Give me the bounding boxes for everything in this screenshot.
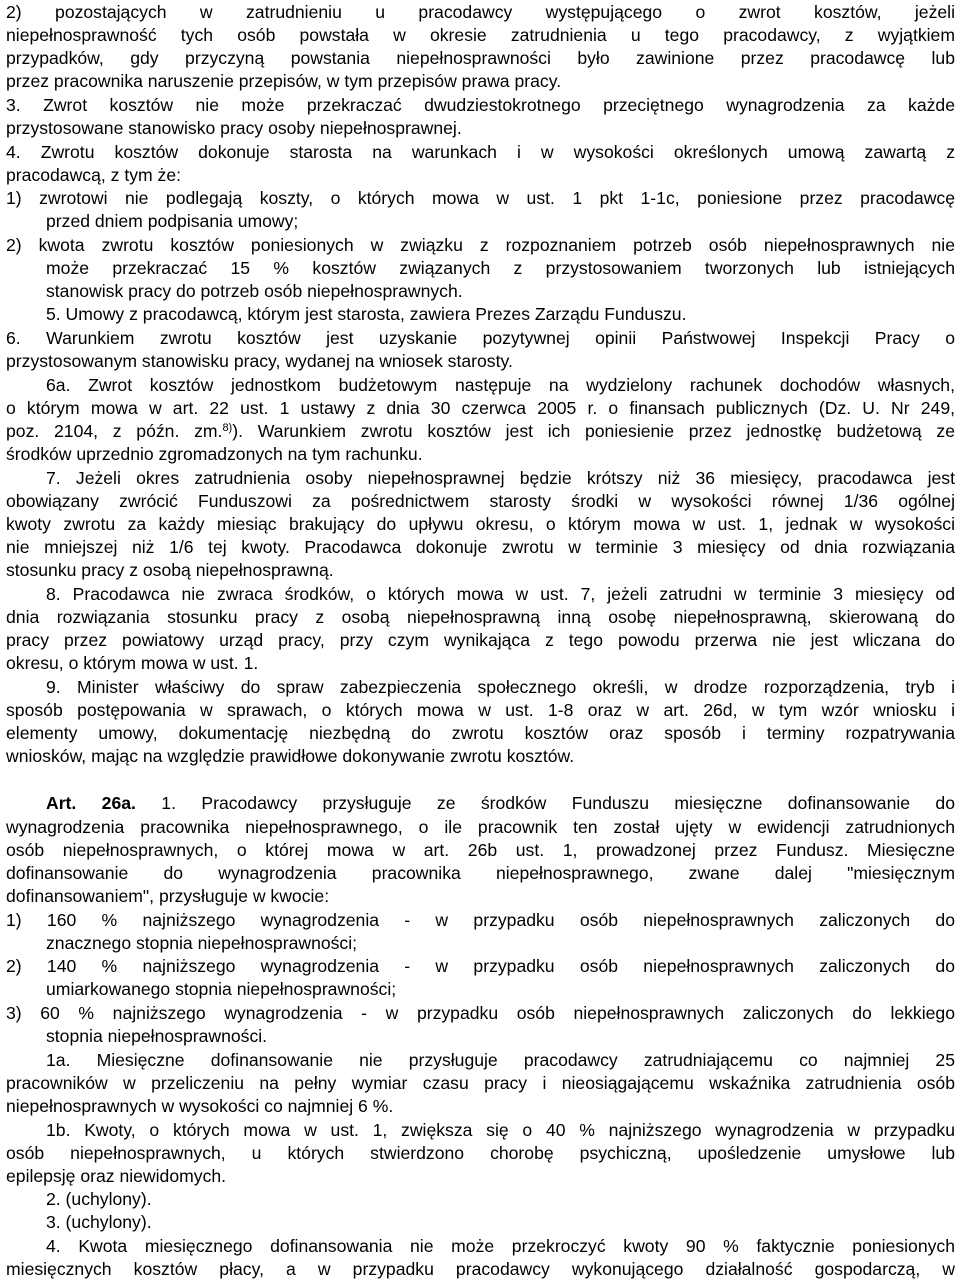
- text-line: pracy przez powiatowy urząd pracy, przy czym wynikająca z tego powodu przerwa nie jest wliczana do: [6, 630, 955, 650]
- text-line: niepełnosprawnych w wysokości co najmniej 6 %.: [6, 1096, 394, 1116]
- text-line: stosunku pracy z osobą niepełnosprawną.: [6, 560, 334, 580]
- text-line: osób niepełnosprawnych, o której mowa w art. 26b ust. 1, prowadzonej przez Fundusz. Miesięczne: [6, 840, 955, 860]
- text-line: wynagrodzenia pracownika niepełnosprawnego, o ile pracownik ten został ujęty w ewidencji zatrudnionych: [6, 817, 955, 837]
- text-line: elementy umowy, dokumentację niezbędną do zwrotu kosztów oraz sposób i terminy rozpatrywania: [6, 723, 955, 743]
- text-line: przypadków, gdy przyczyną powstania niepełnosprawności było zawinione przez pracodawcę lub: [6, 48, 955, 68]
- text-line: umiarkowanego stopnia niepełnosprawności;: [46, 979, 397, 999]
- text-line: 5. Umowy z pracodawcą, którym jest starosta, zawiera Prezes Zarządu Funduszu.: [46, 304, 687, 324]
- text-line: 1) zwrotowi nie podlegają koszty, o których mowa w ust. 1 pkt 1-1c, poniesione przez pracodawcę: [6, 188, 955, 208]
- text-line: obowiązany zwrócić Funduszowi za pośrednictwem starosty środki w wysokości równej 1/36 ogólnej: [6, 491, 955, 511]
- text-line: dofinansowanie do wynagrodzenia pracownika niepełnosprawnego, zwane dalej "miesięcznym: [6, 863, 955, 883]
- text-line: może przekraczać 15 % kosztów związanych z przystosowaniem tworzonych lub istniejących: [46, 258, 955, 278]
- text-line: 2. (uchylony).: [46, 1189, 152, 1209]
- text-line: 4. Zwrotu kosztów dokonuje starosta na warunkach i w wysokości określonych umową zawartą z: [6, 142, 955, 162]
- footnote-marker: 8): [222, 422, 233, 434]
- text-line: 6a. Zwrot kosztów jednostkom budżetowym następuje na wydzielony rachunek dochodów własnych,: [46, 375, 955, 395]
- text-line: 9. Minister właściwy do spraw zabezpieczenia społecznego określi, w drodze rozporządzenia, tryb i: [46, 677, 955, 697]
- text-line: 7. Jeżeli okres zatrudnienia osoby niepełnosprawnej będzie krótszy niż 36 miesięcy, pracodawca jest: [46, 468, 955, 488]
- text-line: dnia rozwiązania stosunku pracy z osobą niepełnosprawną inną osobę niepełnosprawną, skierowaną do: [6, 607, 955, 627]
- text-line: przez pracownika naruszenie przepisów, w tym przepisów prawa pracy.: [6, 71, 562, 91]
- text-line: miesięcznych kosztów płacy, a w przypadku pracodawcy wykonującego działalność gospodarczą, w: [6, 1259, 955, 1279]
- text-segment: ). Warunkiem zwrotu kosztów jest ich poniesienie przez jednostkę budżetową ze: [232, 421, 955, 441]
- text-line: pracowników w przeliczeniu na pełny wymiar czasu pracy i nieosiągającemu wskaźnika zatrudnienia osób: [6, 1073, 955, 1093]
- text-line: 6. Warunkiem zwrotu kosztów jest uzyskanie pozytywnej opinii Państwowej Inspekcji Pracy o: [6, 328, 955, 348]
- text-line: kwoty zwrotu za każdy miesiąc brakujący do upływu okresu, o którym mowa w ust. 1, jednak w wysokości: [6, 514, 955, 534]
- text-line: nie mniejszej niż 1/6 tej kwoty. Pracodawca dokonuje zwrotu w terminie 3 miesięcy od dnia rozwiązania: [6, 537, 955, 557]
- text-segment: 1. Pracodawcy przysługuje ze środków Funduszu miesięczne dofinansowanie do: [161, 793, 955, 813]
- text-line: stanowisk pracy do potrzeb osób niepełnosprawnych.: [46, 281, 463, 301]
- text-line: epilepsję oraz niewidomych.: [6, 1166, 227, 1186]
- text-line: okresu, o którym mowa w ust. 1.: [6, 653, 259, 673]
- text-line: osób niepełnosprawnych, u których stwierdzono chorobę psychiczną, upośledzenie umysłowe lub: [6, 1143, 955, 1163]
- text-line: znacznego stopnia niepełnosprawności;: [46, 933, 358, 953]
- text-line: wniosków, mając na względzie prawidłowe dokonywanie zwrotu kosztów.: [6, 746, 575, 766]
- text-line: przystosowane stanowisko pracy osoby niepełnosprawnej.: [6, 118, 462, 138]
- text-line: 1) 160 % najniższego wynagrodzenia - w przypadku osób niepełnosprawnych zaliczonych do: [6, 910, 955, 930]
- text-line: pracodawcą, z tym że:: [6, 165, 182, 185]
- text-line: 3. Zwrot kosztów nie może przekraczać dwudziestokrotnego przeciętnego wynagrodzenia za każde: [6, 95, 955, 115]
- text-line: środków uprzednio zgromadzonych na tym rachunku.: [6, 444, 423, 464]
- text-line: niepełnosprawność tych osób powstała w okresie zatrudnienia u tego pracodawcy, z wyjątkiem: [6, 25, 955, 45]
- text-line: 4. Kwota miesięcznego dofinansowania nie może przekroczyć kwoty 90 % faktycznie poniesionych: [46, 1236, 955, 1256]
- text-line: 2) pozostających w zatrudnieniu u pracodawcy występującego o zwrot kosztów, jeżeli: [6, 2, 955, 22]
- article-heading: Art. 26a.: [46, 793, 136, 813]
- text-line: 2) 140 % najniższego wynagrodzenia - w przypadku osób niepełnosprawnych zaliczonych do: [6, 956, 955, 976]
- text-line: przed dniem podpisania umowy;: [46, 211, 299, 231]
- text-segment: poz. 2104, z późn. zm.: [6, 421, 223, 441]
- text-line: dofinansowaniem", przysługuje w kwocie:: [6, 886, 330, 906]
- text-line: o którym mowa w art. 22 ust. 1 ustawy z dnia 30 czerwca 2005 r. o finansach publicznych (Dz. U. Nr 249,: [6, 398, 955, 418]
- text-line: 1a. Miesięczne dofinansowanie nie przysługuje pracodawcy zatrudniającemu co najmniej 25: [46, 1050, 955, 1070]
- text-line: sposób postępowania w sprawach, o których mowa w ust. 1-8 oraz w art. 26d, w tym wzór wniosku i: [6, 700, 955, 720]
- text-line: 1b. Kwoty, o których mowa w ust. 1, zwiększa się o 40 % najniższego wynagrodzenia w przypadku: [46, 1120, 955, 1140]
- text-line: [6, 419, 955, 443]
- text-line: 2) kwota zwrotu kosztów poniesionych w związku z rozpoznaniem potrzeb osób niepełnosprawnych nie: [6, 235, 955, 255]
- text-line: [46, 791, 955, 815]
- text-line: przystosowanym stanowisku pracy, wydanej na wniosek starosty.: [6, 351, 513, 371]
- text-line: 8. Pracodawca nie zwraca środków, o których mowa w ust. 7, jeżeli zatrudni w terminie 3 miesięcy od: [46, 584, 955, 604]
- text-line: stopnia niepełnosprawności.: [46, 1026, 268, 1046]
- text-line: 3. (uchylony).: [46, 1212, 152, 1232]
- text-line: 3) 60 % najniższego wynagrodzenia - w przypadku osób niepełnosprawnych zaliczonych do lekkiego: [6, 1003, 955, 1023]
